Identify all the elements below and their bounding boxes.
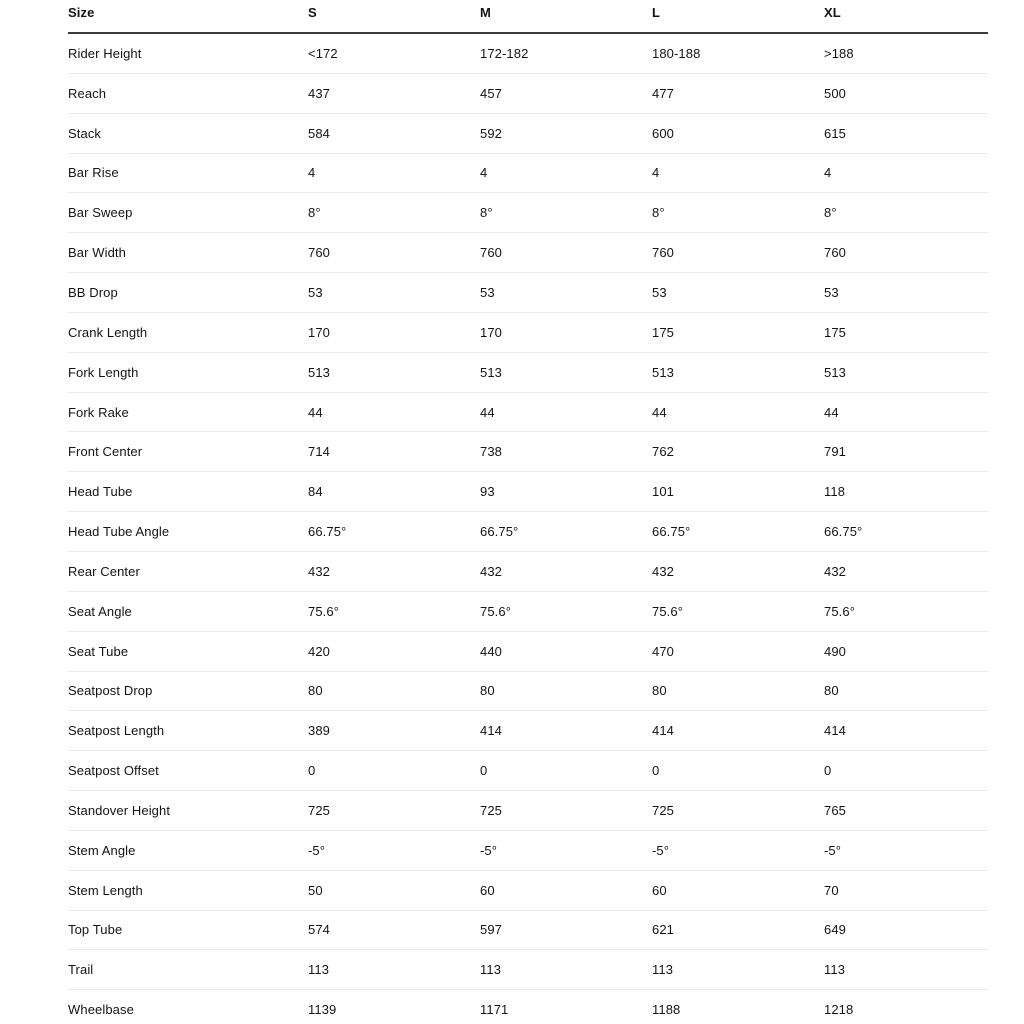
row-value-m: 432 xyxy=(480,563,502,579)
table-row xyxy=(68,193,988,233)
row-value-l: 513 xyxy=(652,364,674,380)
row-label: Standover Height xyxy=(68,802,171,818)
row-value-xl: 615 xyxy=(824,125,846,141)
row-value-m: 513 xyxy=(480,364,502,380)
table-row xyxy=(68,353,988,393)
row-label: Top Tube xyxy=(68,922,123,938)
table-row xyxy=(68,393,988,433)
row-value-l: 4 xyxy=(652,165,660,181)
row-value-s: 84 xyxy=(308,484,323,500)
row-value-xl: 66.75° xyxy=(824,524,863,540)
row-value-xl: 4 xyxy=(824,165,832,181)
row-value-m: 113 xyxy=(480,962,502,978)
table-row xyxy=(68,791,988,831)
row-value-l: -5° xyxy=(652,842,670,858)
row-value-m: 172-182 xyxy=(480,45,529,61)
table-row xyxy=(68,950,988,990)
row-value-m: 414 xyxy=(480,723,502,739)
row-value-m: 8° xyxy=(480,205,493,221)
row-value-s: 760 xyxy=(308,245,330,261)
row-value-s: 80 xyxy=(308,683,323,699)
row-label: Fork Rake xyxy=(68,404,129,420)
table-row xyxy=(68,592,988,632)
row-label: Seat Tube xyxy=(68,643,129,659)
row-value-s: 170 xyxy=(308,324,330,340)
row-value-l: 432 xyxy=(652,563,674,579)
row-value-l: 60 xyxy=(652,882,667,898)
table-row xyxy=(68,552,988,592)
table-row xyxy=(68,233,988,273)
row-value-l: 80 xyxy=(652,683,667,699)
row-label: Stem Length xyxy=(68,882,143,898)
row-label: Seatpost Offset xyxy=(68,763,159,779)
row-value-xl: 0 xyxy=(824,763,832,779)
row-label: Trail xyxy=(68,962,94,978)
row-value-s: 437 xyxy=(308,85,330,101)
table-row xyxy=(68,432,988,472)
row-value-m: 60 xyxy=(480,882,495,898)
row-value-s: 4 xyxy=(308,165,316,181)
row-value-m: 597 xyxy=(480,922,502,938)
row-label: Bar Sweep xyxy=(68,205,133,221)
row-value-s: 1139 xyxy=(308,1002,337,1018)
row-value-s: 584 xyxy=(308,125,330,141)
row-label: BB Drop xyxy=(68,284,118,300)
row-value-xl: 765 xyxy=(824,802,846,818)
row-label: Wheelbase xyxy=(68,1002,134,1018)
row-value-l: 621 xyxy=(652,922,674,938)
column-header-m: M xyxy=(480,5,491,20)
row-value-l: 470 xyxy=(652,643,674,659)
row-value-m: 80 xyxy=(480,683,495,699)
row-value-l: 113 xyxy=(652,962,674,978)
row-value-xl: 500 xyxy=(824,85,846,101)
row-value-m: 0 xyxy=(480,763,488,779)
row-value-l: 600 xyxy=(652,125,674,141)
row-label: Seatpost Drop xyxy=(68,683,153,699)
row-value-l: 725 xyxy=(652,802,674,818)
row-value-l: 8° xyxy=(652,205,665,221)
row-value-s: 0 xyxy=(308,763,316,779)
row-value-l: 0 xyxy=(652,763,660,779)
row-value-xl: 118 xyxy=(824,484,846,500)
row-value-xl: 791 xyxy=(824,444,846,460)
table-row xyxy=(68,831,988,871)
row-label: Crank Length xyxy=(68,324,148,340)
row-label: Head Tube xyxy=(68,484,133,500)
table-row xyxy=(68,114,988,154)
row-value-l: 1188 xyxy=(652,1002,681,1018)
row-label: Stem Angle xyxy=(68,842,136,858)
table-row xyxy=(68,751,988,791)
row-label: Front Center xyxy=(68,444,143,460)
row-value-m: 440 xyxy=(480,643,502,659)
row-value-s: 714 xyxy=(308,444,330,460)
column-header-xl: XL xyxy=(824,5,841,20)
table-body xyxy=(68,34,988,1024)
row-value-m: 93 xyxy=(480,484,495,500)
table-row xyxy=(68,711,988,751)
row-value-l: 75.6° xyxy=(652,603,684,619)
row-value-xl: 113 xyxy=(824,962,846,978)
table-row xyxy=(68,911,988,951)
table-row xyxy=(68,154,988,194)
table-row xyxy=(68,313,988,353)
row-value-s: 53 xyxy=(308,284,323,300)
table-header-row xyxy=(68,0,988,34)
row-value-xl: 8° xyxy=(824,205,837,221)
row-value-xl: 80 xyxy=(824,683,839,699)
row-value-s: 8° xyxy=(308,205,321,221)
row-label: Reach xyxy=(68,85,107,101)
row-label: Rider Height xyxy=(68,45,142,61)
table-row xyxy=(68,632,988,672)
row-value-l: 66.75° xyxy=(652,524,691,540)
column-header-s: S xyxy=(308,5,317,20)
row-value-l: 53 xyxy=(652,284,667,300)
table-row xyxy=(68,273,988,313)
row-value-s: 66.75° xyxy=(308,524,347,540)
row-value-s: 50 xyxy=(308,882,323,898)
row-value-xl: 414 xyxy=(824,723,846,739)
column-header-l: L xyxy=(652,5,661,20)
table-row xyxy=(68,990,988,1024)
row-value-l: 414 xyxy=(652,723,674,739)
row-value-m: 760 xyxy=(480,245,502,261)
row-value-m: -5° xyxy=(480,842,498,858)
row-value-xl: 44 xyxy=(824,404,839,420)
row-label: Bar Rise xyxy=(68,165,119,181)
table-row xyxy=(68,672,988,712)
row-value-xl: 70 xyxy=(824,882,839,898)
row-value-xl: -5° xyxy=(824,842,842,858)
row-label: Head Tube Angle xyxy=(68,524,170,540)
row-value-l: 175 xyxy=(652,324,674,340)
row-label: Bar Width xyxy=(68,245,126,261)
row-value-l: 477 xyxy=(652,85,674,101)
row-label: Rear Center xyxy=(68,563,140,579)
row-value-m: 592 xyxy=(480,125,502,141)
row-value-s: 44 xyxy=(308,404,323,420)
row-value-l: 760 xyxy=(652,245,674,261)
table-row xyxy=(68,871,988,911)
row-label: Fork Length xyxy=(68,364,139,380)
row-value-m: 53 xyxy=(480,284,495,300)
row-value-m: 725 xyxy=(480,802,502,818)
row-value-m: 457 xyxy=(480,85,502,101)
row-value-s: 574 xyxy=(308,922,330,938)
row-value-xl: 53 xyxy=(824,284,839,300)
row-value-l: 180-188 xyxy=(652,45,701,61)
size-geometry-table xyxy=(68,0,988,1024)
row-value-l: 101 xyxy=(652,484,674,500)
row-value-m: 4 xyxy=(480,165,488,181)
table-row xyxy=(68,472,988,512)
row-value-xl: 490 xyxy=(824,643,846,659)
row-value-m: 44 xyxy=(480,404,495,420)
row-value-s: 420 xyxy=(308,643,330,659)
row-value-s: 725 xyxy=(308,802,330,818)
row-value-s: 389 xyxy=(308,723,330,739)
row-label: Seat Angle xyxy=(68,603,132,619)
row-value-xl: 175 xyxy=(824,324,846,340)
row-value-m: 170 xyxy=(480,324,502,340)
table-row xyxy=(68,74,988,114)
row-label: Stack xyxy=(68,125,102,141)
row-value-m: 1171 xyxy=(480,1002,509,1018)
row-value-m: 738 xyxy=(480,444,502,460)
row-value-xl: 513 xyxy=(824,364,846,380)
table-row xyxy=(68,512,988,552)
row-value-s: 432 xyxy=(308,563,330,579)
row-value-s: 513 xyxy=(308,364,330,380)
row-value-xl: >188 xyxy=(824,45,854,61)
row-value-xl: 75.6° xyxy=(824,603,856,619)
column-header-size: Size xyxy=(68,5,95,20)
row-value-m: 75.6° xyxy=(480,603,512,619)
row-value-s: -5° xyxy=(308,842,326,858)
row-value-s: <172 xyxy=(308,45,338,61)
row-value-xl: 649 xyxy=(824,922,846,938)
row-label: Seatpost Length xyxy=(68,723,165,739)
row-value-l: 762 xyxy=(652,444,674,460)
row-value-xl: 1218 xyxy=(824,1002,854,1018)
row-value-l: 44 xyxy=(652,404,667,420)
row-value-xl: 432 xyxy=(824,563,846,579)
row-value-m: 66.75° xyxy=(480,524,519,540)
row-value-xl: 760 xyxy=(824,245,846,261)
table-row xyxy=(68,34,988,74)
row-value-s: 113 xyxy=(308,962,330,978)
row-value-s: 75.6° xyxy=(308,603,340,619)
